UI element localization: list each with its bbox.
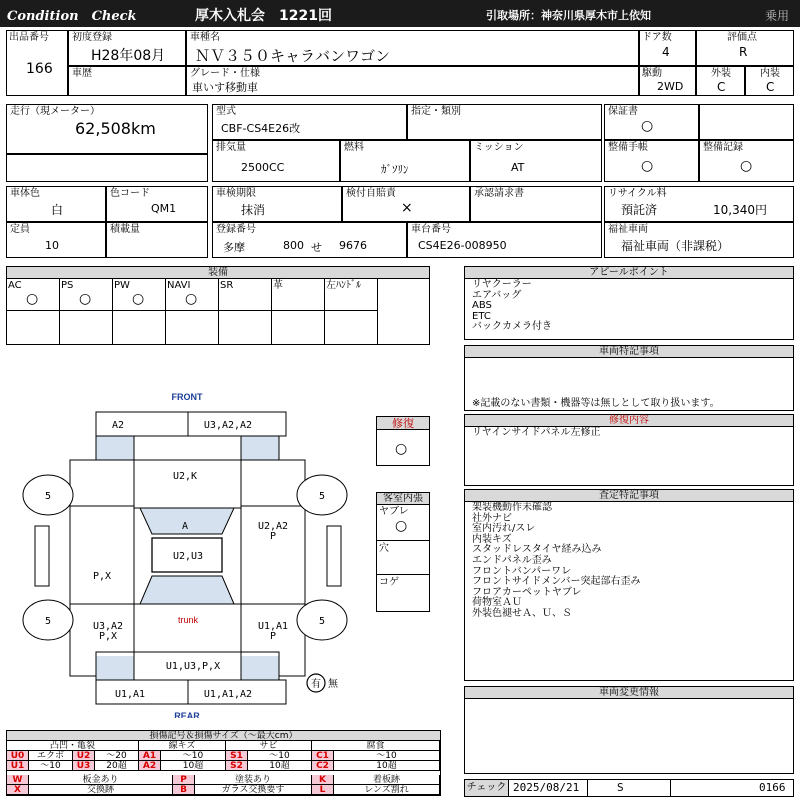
score-box: [696, 30, 794, 66]
legend-desc: 20超: [95, 761, 139, 771]
approval-box: [470, 186, 602, 222]
displacement-box: [212, 140, 340, 182]
door-box: [639, 30, 696, 66]
equipment-value: ○: [132, 291, 145, 307]
lot-box: [6, 30, 68, 96]
repair-content-title: 修復内容: [465, 415, 793, 427]
rear-label: REAR: [174, 711, 200, 718]
mileage-value: 62,508km: [75, 119, 156, 138]
damage-hood: U2,K: [172, 471, 198, 482]
reg-class: 800: [283, 239, 304, 252]
equipment-label: AC: [8, 280, 22, 291]
legend-desc: 10超: [161, 761, 226, 771]
legend-mark-desc: 交換跡: [29, 785, 173, 795]
maint-record-box: [699, 140, 794, 182]
legend-cat-corrosion: 腐食: [312, 741, 440, 751]
damage-rear-right: U1,A1,A2: [203, 689, 253, 700]
approval-label: 承認請求書: [474, 188, 524, 199]
equipment-label: 左ﾊﾝﾄﾞﾙ: [326, 280, 361, 291]
legend-code: U3: [73, 761, 95, 771]
inspection-note-item: 社外ナビ: [472, 512, 512, 524]
equipment-empty-cell: [60, 311, 113, 344]
model-value: CBF-CS4E26改: [221, 122, 301, 135]
damage-roof: U2,U3: [172, 551, 204, 562]
legend-code: U1: [7, 761, 29, 771]
designation-box: [407, 104, 602, 140]
appeal-panel: [464, 266, 794, 340]
equipment-empty-cell: [166, 311, 219, 344]
check-footer: [464, 779, 794, 797]
special-note: ※記載のない書類・機器等は無しとして取り扱います。: [472, 398, 720, 409]
legend-desc: 10超: [248, 761, 312, 771]
score-value: R: [739, 45, 748, 59]
warranty-label: 保証書: [608, 106, 638, 117]
mission-value: AT: [511, 161, 525, 174]
mileage-sub-box: [6, 154, 208, 182]
exterior-label: 外装: [711, 68, 731, 79]
equipment-item-PW: [113, 279, 166, 311]
interior-damage-box: [376, 492, 430, 612]
inspector: S: [617, 781, 624, 794]
reg-number: 9676: [339, 239, 367, 252]
legend-cat-scratch: 線キズ: [139, 741, 226, 751]
appeal-item: ABS: [472, 300, 492, 312]
liability-value: ×: [401, 200, 413, 216]
legend-mark-desc: レンズ割れ: [334, 785, 440, 795]
color-box: [6, 186, 106, 222]
reg-area: 多摩: [223, 241, 245, 254]
maint-record-value: ○: [740, 158, 753, 174]
first-reg-box: [68, 30, 186, 66]
fuel-label: 燃料: [344, 142, 364, 153]
legend-desc: 〜10: [334, 751, 440, 761]
recycle-box: [604, 186, 794, 222]
history-label: 車歴: [72, 68, 92, 79]
trunk: [134, 604, 241, 652]
frame-value: CS4E26-008950: [418, 239, 507, 252]
inspection-note-item: 内装キズ: [472, 533, 512, 545]
special-title: 車両特記事項: [465, 346, 793, 358]
recycle-status: 預託済: [621, 203, 658, 217]
equipment-empty-cell: [113, 311, 166, 344]
interior-item-label: コゲ: [379, 577, 399, 588]
interior-row: [377, 575, 429, 611]
mileage-box: [6, 104, 208, 154]
pickup-location: 引取場所：神奈川県厚木市上依知: [486, 9, 651, 22]
car-name-box: [186, 30, 639, 66]
tire-value: 5: [44, 616, 52, 627]
damage-legend: [6, 730, 441, 796]
warranty-value: ○: [641, 118, 654, 134]
equipment-panel: [6, 266, 430, 345]
inspection-note-item: エンドパネル歪み: [472, 555, 552, 566]
legend-mark-code: L: [312, 785, 334, 795]
repair-box: [376, 416, 430, 466]
damage-front-right: U3,A2,A2: [203, 420, 253, 431]
front-label: FRONT: [171, 392, 203, 402]
damage-front-left: A2: [111, 420, 125, 431]
inspection-label: 車検期限: [216, 188, 256, 199]
legend-desc: エクボ: [29, 751, 73, 761]
inspection-note-item: フロアカーペットヤブレ: [472, 586, 582, 598]
mission-label: ミッション: [474, 142, 524, 153]
repair-title: 修復: [377, 417, 429, 430]
equipment-item-SR: [219, 279, 272, 311]
legend-mark-code: X: [7, 785, 29, 795]
equipment-item-AC: [7, 279, 60, 311]
load-label: 積載量: [110, 224, 140, 235]
tire-value: 5: [44, 491, 52, 502]
equipment-item-NAVI: [166, 279, 219, 311]
inspection-notes-title: 査定特記事項: [465, 490, 793, 502]
equipment-empty-cell: [325, 311, 378, 344]
welfare-box: [604, 222, 794, 258]
damage-windshield: A: [181, 521, 189, 532]
legend-cat-dent: 凸凹・亀裂: [7, 741, 139, 751]
inspection-value: 抹消: [241, 203, 266, 217]
grade-value: 車いす移動車: [192, 81, 258, 94]
mission-box: [470, 140, 602, 182]
interior-value: C: [766, 80, 775, 94]
spare-present: 有: [311, 679, 321, 690]
legend-cat-rust: サビ: [226, 741, 312, 751]
legend-code: U2: [73, 751, 95, 761]
repair-value: ○: [395, 441, 408, 457]
color-value: 白: [51, 203, 64, 217]
reg-box: [212, 222, 407, 258]
fuel-value: ｶﾞｿﾘﾝ: [381, 163, 409, 176]
change-info-title: 車両変更情報: [465, 687, 793, 699]
equipment-empty-cell: [7, 311, 60, 344]
legend-code: C2: [312, 761, 334, 771]
inspection-note-item: 架装機動作未確認: [472, 502, 552, 513]
maint-book-value: ○: [641, 158, 654, 174]
inspection-note-item: 荷物室ＡＵ: [472, 597, 522, 609]
inspection-note-item: フロントサイドメンバー突起部右歪み: [472, 576, 641, 588]
maint-book-label: 整備手帳: [608, 142, 648, 153]
model-box: [212, 104, 407, 140]
car-name-label: 車種名: [190, 32, 220, 43]
legend-mark-desc: 板金あり: [29, 775, 173, 785]
drive-value: 2WD: [657, 80, 684, 93]
equipment-value: ○: [185, 291, 198, 307]
appeal-item: エアバッグ: [472, 289, 522, 301]
frame-box: [407, 222, 602, 258]
repair-content-panel: [464, 414, 794, 486]
grade-label: グレード・仕様: [190, 68, 260, 79]
inspection-note-item: 室内汚れ/スレ: [472, 523, 536, 535]
damage-right-front: U2,A2 P: [257, 521, 289, 542]
auction-title: 厚木入札会 1221回: [195, 8, 332, 24]
load-box: [106, 222, 208, 258]
maint-book-box: [604, 140, 699, 182]
special-panel: [464, 345, 794, 411]
history-box: [68, 66, 186, 96]
trunk-label: trunk: [177, 615, 199, 625]
appeal-item: ETC: [472, 310, 491, 322]
tire-value: 5: [318, 616, 326, 627]
inspection-note-item: スタッドレスタイヤ経み込み: [472, 544, 602, 556]
equipment-label: PW: [114, 280, 130, 291]
legend-mark-desc: 塗装あり: [195, 775, 312, 785]
legend-mark-code: K: [312, 775, 334, 785]
legend-title: 損傷記号＆損傷サイズ（〜最大cm）: [7, 731, 440, 741]
check-date: 2025/08/21: [513, 781, 580, 794]
inspection-note-item: フロントバンパーワレ: [472, 565, 572, 577]
color-code-box: [106, 186, 208, 222]
lot-label: 出品番号: [9, 32, 49, 43]
legend-mark-code: B: [173, 785, 195, 795]
lot-value: 166: [26, 61, 53, 77]
maint-record-label: 整備記録: [703, 142, 743, 153]
capacity-label: 定員: [10, 224, 30, 235]
color-code-value: QM1: [151, 202, 177, 215]
interior-item-label: 穴: [379, 543, 389, 554]
reg-label: 登録番号: [216, 224, 256, 235]
spare-none: 無: [328, 679, 338, 690]
equipment-item-PS: [60, 279, 113, 311]
legend-desc: 〜10: [29, 761, 73, 771]
drive-box: [639, 66, 696, 96]
capacity-value: 10: [45, 239, 59, 252]
exterior-box: [696, 66, 745, 96]
front-bumper: [96, 412, 286, 436]
equipment-label: 革: [273, 280, 283, 291]
appeal-title: アピールポイント: [465, 267, 793, 279]
left-mirror: [35, 526, 49, 586]
color-code-label: 色コード: [110, 188, 150, 199]
legend-mark-code: W: [7, 775, 29, 785]
damage-rear-left: U1,A1: [114, 689, 146, 700]
appeal-item: リヤクーラー: [472, 279, 532, 290]
inspection-notes-panel: [464, 489, 794, 681]
equipment-title: 装備: [7, 267, 429, 279]
legend-code: A2: [139, 761, 161, 771]
car-name-value: ＮＶ３５０キャラバンワゴン: [195, 47, 391, 65]
warranty-sub-box: [699, 104, 794, 140]
mileage-label: 走行（現メーター）: [10, 106, 100, 117]
equipment-label: SR: [220, 280, 234, 291]
capacity-box: [6, 222, 106, 258]
recycle-amount: 10,340円: [713, 203, 767, 217]
equipment-label: PS: [61, 280, 74, 291]
brand-title: Condition Check: [7, 9, 137, 24]
legend-desc: 〜20: [95, 751, 139, 761]
score-label: 評価点: [727, 32, 757, 43]
damage-rear-center: U1,U3,P,X: [165, 661, 221, 672]
vehicle-type: 乗用: [765, 9, 790, 23]
equipment-grid: [7, 279, 429, 344]
warranty-box: [604, 104, 699, 140]
equipment-item-革: [272, 279, 325, 311]
legend-desc: 〜10: [248, 751, 312, 761]
designation-label: 指定・類別: [411, 106, 461, 117]
interior-damage-title: 客室内張: [377, 493, 429, 505]
liability-box: [342, 186, 470, 222]
first-reg-label: 初度登録: [72, 32, 112, 43]
header-bar: [0, 0, 800, 27]
equipment-value: ○: [26, 291, 39, 307]
exterior-value: C: [717, 80, 726, 94]
drive-label: 駆動: [642, 68, 662, 79]
legend-mark-desc: ガラス交換要す: [195, 785, 312, 795]
interior-row: [377, 505, 429, 541]
welfare-label: 福祉車両: [608, 224, 648, 235]
equipment-empty-cell: [219, 311, 272, 344]
right-mirror: [327, 526, 341, 586]
legend-code: C1: [312, 751, 334, 761]
legend-code: A1: [139, 751, 161, 761]
fuel-box: [340, 140, 470, 182]
check-number: 0166: [759, 781, 786, 794]
interior-label: 内装: [760, 68, 780, 79]
interior-item-label: ヤブレ: [379, 506, 409, 517]
door-label: ドア数: [642, 32, 672, 43]
interior-row: [377, 541, 429, 575]
check-label: チェック: [465, 780, 509, 796]
damage-left-mid: P,X: [92, 571, 112, 582]
repair-content-item: リヤインサイドパネル左修正: [472, 427, 601, 438]
equipment-label: NAVI: [167, 280, 191, 291]
welfare-value: 福祉車両（非課税）: [621, 239, 730, 253]
damage-left-rear: U3,A2 P,X: [92, 621, 124, 642]
equipment-item-左ﾊﾝﾄﾞﾙ: [325, 279, 378, 311]
car-diagram: [0, 388, 440, 718]
legend-body: [7, 741, 440, 795]
appeal-item: バックカメラ付き: [472, 321, 552, 333]
legend-mark-code: P: [173, 775, 195, 785]
liability-label: 検付自賠責: [346, 188, 396, 199]
recycle-label: リサイクル料: [608, 188, 667, 199]
hood: [134, 460, 241, 508]
displacement-value: 2500CC: [241, 161, 285, 174]
model-label: 型式: [216, 106, 236, 117]
equipment-empty-cell: [272, 311, 325, 344]
legend-mark-desc: 着板跡: [334, 775, 440, 785]
change-info-panel: [464, 686, 794, 774]
door-value: 4: [662, 45, 670, 59]
legend-code: S1: [226, 751, 248, 761]
grade-box: [186, 66, 639, 96]
inspection-box: [212, 186, 342, 222]
legend-desc: 10超: [334, 761, 440, 771]
equipment-value: ○: [79, 291, 92, 307]
legend-code: S2: [226, 761, 248, 771]
first-reg-value: H28年08月: [91, 48, 166, 64]
reg-kana: せ: [311, 241, 322, 254]
color-label: 車体色: [10, 188, 40, 199]
legend-desc: 〜10: [161, 751, 226, 761]
interior-item-value: ○: [395, 518, 408, 534]
displacement-label: 排気量: [216, 142, 246, 153]
inspection-note-item: 外装色褪せＡ、Ｕ、Ｓ: [472, 608, 572, 619]
frame-label: 車台番号: [411, 224, 451, 235]
interior-box: [745, 66, 794, 96]
tire-value: 5: [318, 491, 326, 502]
damage-right-rear: U1,A1 P: [257, 621, 289, 642]
legend-code: U0: [7, 751, 29, 761]
